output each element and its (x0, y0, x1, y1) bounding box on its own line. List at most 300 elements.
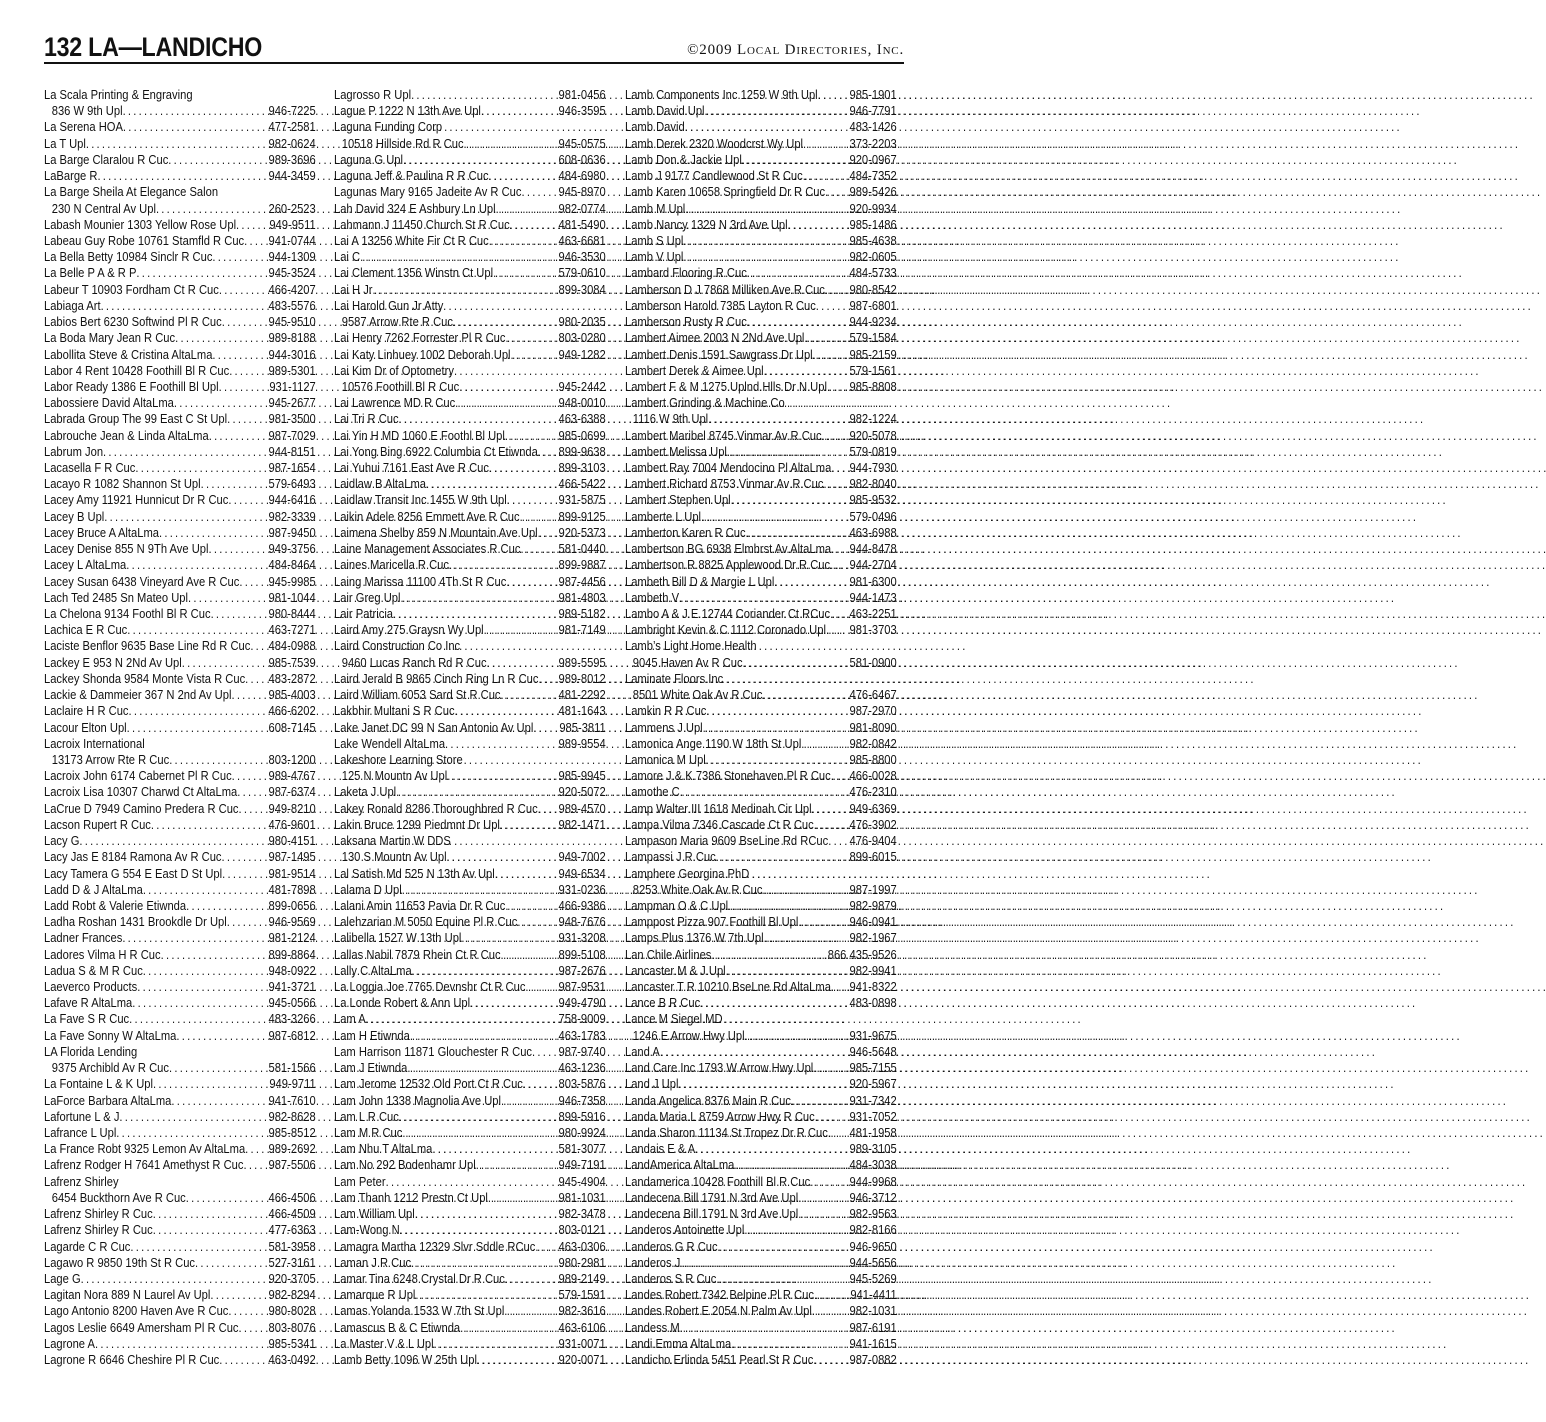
listing-phone: 989-9554 (558, 735, 606, 751)
dot-leader (813, 1352, 848, 1368)
listing-entry (625, 460, 897, 476)
listing-name: Ladores Vilma H R Cuc (44, 946, 161, 962)
listing-entry (334, 541, 606, 557)
listing-entry (334, 963, 606, 979)
listing-name: Landes Robert 7342 Belpine Pl R Cuc (625, 1287, 814, 1303)
listing-name: Lambo A & J E 12744 Coriander Ct RCuc (625, 606, 831, 621)
listing-phone: 987-1495 (268, 849, 316, 865)
dot-leader (470, 995, 558, 1011)
listing-name: Lackie & Dammeier 367 N 2nd Av Upl (44, 687, 232, 703)
listing-name: Lai Harold Gun Jr Atty (334, 297, 444, 313)
listing-phone: 484-6980 (558, 168, 606, 184)
listing-entry (625, 363, 897, 379)
listing-phone: 982-0842 (849, 735, 897, 751)
dot-leader (245, 671, 267, 687)
listing-name: Lai A 13256 White Fir Ct R Cuc (334, 232, 489, 248)
listing-entry (334, 655, 606, 671)
listing-entry (44, 622, 316, 638)
dot-leader (701, 509, 849, 525)
dot-leader (228, 1303, 267, 1319)
listing-entry (625, 184, 897, 200)
listing-phone: 899-8864 (268, 946, 316, 962)
listing-column-1 (44, 87, 316, 1368)
listing-name: Lampa Vilma 7346 Cascade Ct R Cuc (625, 816, 814, 832)
listing-entry (334, 476, 606, 492)
listing-phone: 920-5373 (558, 524, 606, 540)
listing-entry (44, 1239, 316, 1255)
listing-entry (44, 265, 316, 281)
listing-entry (625, 444, 897, 460)
listing-name: Lam Thanh 1212 Prestn Ct Upl (334, 1189, 488, 1205)
listing-phone: 949-9711 (269, 1076, 316, 1092)
listing-phone: 463-7271 (268, 622, 316, 638)
dot-leader (827, 379, 849, 395)
listing-phone: 987-6191 (849, 1319, 897, 1335)
listing-name: Lamkin R R Cuc (625, 703, 707, 719)
listing-phone: 982-3478 (558, 1206, 606, 1222)
listing-name: La Fave Sonny W AltaLma (44, 1027, 177, 1043)
listing-name: Landeros S R Cuc (625, 1270, 717, 1286)
listing-entry (334, 1011, 606, 1027)
listing-phone: 945-8970 (558, 184, 606, 200)
listing-entry (625, 736, 897, 752)
listing-phone: 982-3339 (268, 508, 316, 524)
listing-name: Laines Maricella R Cuc (334, 557, 449, 573)
listing-entry (334, 1109, 606, 1125)
dot-leader (210, 1287, 267, 1303)
listing-name: Lam J Etiwnda (334, 1060, 408, 1076)
listing-phone: 982-1471 (558, 816, 606, 832)
dot-leader (182, 655, 268, 671)
dot-leader (705, 103, 849, 119)
listing-phone: 982-0605 (849, 249, 897, 265)
listing-name: Lacey Denise 855 N 9Th Ave Upl (44, 541, 209, 557)
listing-name: 8501 White Oak Av R Cuc (632, 687, 763, 703)
listing-entry (44, 509, 316, 525)
dot-leader (415, 1287, 557, 1303)
listing-entry (334, 1303, 606, 1319)
listing-name: Lagos Leslie 6649 Amersham Pl R Cuc (44, 1319, 239, 1335)
listing-phone: 982-1967 (849, 930, 897, 946)
listing-name: Lamb Don & Jackie Upl (625, 151, 742, 167)
listing-entry (44, 590, 316, 606)
dot-leader (245, 1141, 267, 1157)
dot-leader (447, 768, 557, 784)
listing-entry (334, 817, 606, 833)
listing-name: Lam Jerome 12532 Old Port Ct R Cuc (334, 1076, 523, 1092)
listing-name: Lamonica M Upl (625, 751, 706, 767)
listing-name: Landi Emma AltaLma (625, 1335, 732, 1351)
listing-phone: 989-4767 (268, 768, 316, 784)
listing-name: Lampassi J R Cuc (625, 849, 716, 865)
listing-name: Lai Yuhui 7161 East Ave R Cuc (334, 460, 489, 476)
dot-leader (399, 1109, 558, 1125)
listing-entry (625, 590, 897, 606)
listing-name: Lacroix Lisa 10307 Charwd Ct AltaLma (44, 784, 238, 800)
listing-phone: 980-8542 (849, 281, 897, 297)
listing-name: Lance B R Cuc (625, 995, 701, 1011)
listing-phone: 579-1584 (849, 330, 897, 346)
listing-entry (44, 655, 316, 671)
listing-phone: 980-8444 (268, 606, 316, 621)
listing-phone: 980-2981 (558, 1254, 606, 1270)
dot-leader (81, 1271, 268, 1287)
listing-entry (625, 963, 897, 979)
listing-phone: 945-9510 (268, 314, 316, 330)
listing-name: Lafrenz Rodger H 7641 Amethyst R Cuc (44, 1157, 244, 1173)
listing-entry (625, 979, 897, 995)
listing-entry (625, 1141, 897, 1157)
listing-phone: 989-5426 (849, 184, 897, 200)
dot-leader (814, 817, 849, 833)
listing-name: Lam No 292 Bodenhamr Upl (334, 1157, 476, 1173)
listing-entry (625, 1125, 897, 1141)
listing-phone: 484-7352 (849, 168, 897, 184)
listing-phone: 463-1783 (558, 1027, 606, 1043)
listing-phone: 581-0440 (558, 541, 606, 557)
dot-leader (506, 330, 558, 346)
listing-entry (44, 979, 316, 995)
listing-phone: 941-8322 (849, 979, 897, 995)
dot-leader (489, 233, 558, 249)
listing-entry (44, 103, 316, 119)
listing-phone: 949-4790 (558, 995, 606, 1011)
listing-name: Labash Mounier 1303 Yellow Rose Upl (44, 216, 237, 232)
listing-phone: 466-0028 (849, 768, 897, 784)
listing-entry (625, 1222, 897, 1238)
dot-leader (464, 136, 558, 152)
listing-entry (334, 298, 606, 314)
listing-name: Lancaster M & J Upl (625, 962, 726, 978)
dot-leader (484, 622, 558, 638)
listing-phone: 944-7930 (849, 460, 897, 476)
listing-name: Lambert Denis 1591 Sawgrass Dr Upl (625, 346, 813, 362)
listing-entry (334, 1157, 606, 1173)
listing-phone: 481-1958 (849, 1125, 897, 1140)
dot-leader (411, 1255, 558, 1271)
listing-entry (334, 1093, 606, 1109)
dot-leader (716, 1271, 848, 1287)
listing-phone: 987-6374 (268, 784, 316, 800)
dot-leader (95, 1336, 268, 1352)
listing-entry (334, 1239, 606, 1255)
listing-name: LaBarge R (44, 168, 98, 184)
listing-name: Lambright Kevin & C 1112 Coronado Upl (625, 622, 826, 638)
listing-entry (334, 1141, 606, 1157)
listing-entry (334, 801, 606, 817)
listing-phone: 981-2124 (268, 930, 316, 946)
listing-entry (625, 1044, 897, 1060)
listing-phone: 931-9675 (849, 1027, 897, 1043)
dot-leader (798, 1206, 848, 1222)
listing-phone: 920-0967 (849, 151, 897, 167)
listing-entry (44, 638, 316, 654)
dot-leader (500, 817, 558, 833)
dot-leader (521, 184, 557, 200)
listing-name: Laidlaw Transit Inc 1455 W 9th Upl (334, 492, 507, 508)
listing-entry (625, 119, 897, 135)
listing-phone: 985-4638 (849, 232, 897, 248)
listing-phone: 581-3077 (558, 1141, 606, 1157)
listing-phone: 948-0922 (268, 962, 316, 978)
dot-leader (459, 379, 557, 395)
listing-name: Labrum Jon (44, 443, 104, 459)
listing-entry (334, 1076, 606, 1092)
listing-entry (44, 1076, 316, 1092)
listing-entry (44, 282, 316, 298)
listing-entry (334, 1320, 606, 1336)
listing-phone: 949-7191 (558, 1157, 606, 1173)
listing-phone: 899-6015 (849, 849, 897, 865)
listing-name: Labollita Steve & Cristina AltaLma (44, 346, 213, 362)
listing-entry (625, 995, 897, 1011)
dot-leader (231, 687, 267, 703)
listing-name: Labios Bert 6230 Softwind Pl R Cuc (44, 314, 222, 330)
listing-entry (625, 833, 897, 849)
listing-name: Lamberson Harold 7385 Layton R Cuc (625, 297, 816, 313)
listing-phone: 945-9985 (268, 573, 316, 589)
listing-phone: 899-9887 (558, 557, 606, 573)
dot-leader (455, 395, 557, 411)
listing-name: Labeur T 10903 Fordham Ct R Cuc (44, 281, 219, 297)
listing-name: Lai Yong Bing 6922 Columbia Ct Etiwnda (334, 443, 538, 459)
listing-name: Land J Upl (625, 1076, 679, 1092)
listing-entry (334, 1174, 606, 1190)
listing-entry (44, 1255, 316, 1271)
dot-leader (211, 606, 268, 622)
dot-leader (823, 476, 848, 492)
listing-name: Lamb M Upl (625, 200, 686, 216)
dot-leader (219, 379, 269, 395)
listing-name: Lai Clement 1356 Winstn Ct Upl (334, 265, 494, 281)
listing-entry (44, 1028, 316, 1044)
dot-leader (434, 1336, 558, 1352)
dot-leader (533, 720, 558, 736)
dot-leader (520, 541, 557, 557)
listing-phone: 989-8188 (268, 330, 316, 346)
listing-entry (44, 1352, 316, 1368)
listing-entry (44, 395, 316, 411)
listing-phone: 948-7676 (558, 914, 606, 930)
listing-name: Labor 4 Rent 10428 Foothill Bl R Cuc (44, 362, 230, 378)
listing-name: Lai Kim Dr of Optometry (334, 362, 454, 378)
listing-name: Lacour Elton Upl (44, 719, 127, 735)
dot-leader (747, 265, 849, 281)
listing-name: LA Florida Lending (44, 1043, 138, 1059)
listing-name: Lamb Derek 2320 Woodcrst Wy Upl (625, 135, 804, 151)
listing-name: La Boda Mary Jean R Cuc (44, 330, 176, 346)
listing-name: Lal Satish Md 525 N 13th Av Upl (334, 865, 495, 881)
listing-phone: 985-9532 (849, 492, 897, 508)
listing-entry (334, 1336, 606, 1352)
dot-leader (680, 1320, 849, 1336)
dot-leader (143, 882, 268, 898)
listing-phone: 477-6363 (268, 1222, 316, 1238)
listing-name: Laidlaw B AltaLma (334, 476, 426, 492)
dot-leader (813, 1060, 848, 1076)
dot-leader (97, 168, 267, 184)
listing-name: Lai C (334, 249, 361, 265)
dot-leader (188, 590, 268, 606)
dot-leader (695, 1141, 848, 1157)
listing-entry (625, 233, 897, 249)
listing-phone: 989-8012 (558, 670, 606, 686)
listing-phone: 463-6106 (558, 1319, 606, 1335)
listing-name: La Bella Betty 10984 Sinclr R Cuc (44, 249, 213, 265)
listing-entry (625, 168, 897, 184)
dot-leader (803, 136, 849, 152)
listing-phone: 483-5576 (268, 297, 316, 313)
listing-phone: 483-2872 (268, 670, 316, 686)
listing-name: Lamberson D J 7868 Milliken Ave R Cuc (625, 281, 825, 297)
listing-entry (44, 1320, 316, 1336)
listing-phone: 985-8808 (849, 378, 897, 394)
dot-leader (243, 1157, 267, 1173)
listing-phone: 982-8166 (849, 1222, 897, 1238)
dot-leader (706, 703, 848, 719)
dot-leader (229, 363, 267, 379)
listing-name: Laine Management Associates R Cuc (334, 541, 521, 557)
listing-entry (44, 476, 316, 492)
listing-phone: 949-3756 (268, 541, 316, 557)
listing-name: Lah David 324 E Ashbury Ln Upl (334, 200, 496, 216)
listing-name: Lambert Maribel 8745 Vinmar Av R Cuc (625, 427, 822, 443)
listing-name: 10576 Foothill Bl R Cuc (341, 378, 460, 394)
listing-name: Lambertson BG 6938 Elmhrst Av AltaLma (625, 541, 832, 557)
dot-leader (153, 1076, 268, 1092)
listing-name: Landa Angelica 8376 Main R Cuc (625, 1092, 791, 1108)
listing-name: Laird Jerald B 9865 Cinch Ring Ln R Cuc (334, 670, 539, 686)
listing-entry (625, 525, 897, 541)
listing-entry (625, 1076, 897, 1092)
listing-name: Lachica E R Cuc (44, 622, 128, 638)
listing-entry (625, 217, 897, 233)
listing-name: Lambert Ray 7004 Mendocino Pl AltaLma (625, 460, 832, 476)
dot-leader (453, 314, 558, 330)
listing-name: Landa Sharon 11134 St Tropez Dr R Cuc (625, 1125, 828, 1140)
listing-entry (44, 428, 316, 444)
listing-entry (44, 1157, 316, 1173)
listing-phone: 920-3705 (268, 1270, 316, 1286)
listing-entry (625, 898, 897, 914)
listing-name: Lacroix International (44, 735, 145, 751)
dot-leader (711, 947, 826, 963)
dot-leader (455, 703, 558, 719)
listing-name: Lamp Walter III 1618 Medinah Cir Upl (625, 800, 812, 816)
listing-entry (334, 379, 606, 395)
dot-leader (825, 282, 849, 298)
listing-name: Lai Katy Linhuey 1002 Deborah Upl (334, 346, 511, 362)
listing-phone: 946-9650 (849, 1238, 897, 1254)
listing-entry (44, 866, 316, 882)
listing-name: Lambert Aimee 2003 N 2Nd Ave Upl (625, 330, 805, 346)
dot-leader (412, 963, 558, 979)
listing-name: La Fave S R Cuc (44, 1011, 130, 1027)
listing-entry (44, 720, 316, 736)
listing-phone: 987-2970 (849, 703, 897, 719)
listing-phone: 985-8512 (268, 1125, 316, 1140)
listing-entry (44, 152, 316, 168)
dot-leader (731, 492, 849, 508)
listing-name: Lake Wendell AltaLma (334, 735, 446, 751)
listing-entry (625, 557, 897, 573)
dot-leader (132, 995, 267, 1011)
listing-name: Lamb David Upl (625, 103, 705, 119)
listing-phone: 985-5341 (268, 1335, 316, 1351)
listing-entry (625, 411, 897, 427)
listing-name: Lahmann J 11450 Church St R Cuc (334, 216, 510, 232)
dot-leader (393, 606, 558, 622)
dot-leader (186, 1190, 268, 1206)
dot-leader (685, 119, 849, 135)
listing-name: Laciste Benflor 9635 Base Line Rd R Cuc (44, 638, 251, 654)
listing-entry (44, 1174, 316, 1190)
listing-name: 9460 Lucas Ranch Rd R Cuc (341, 654, 487, 670)
listing-entry (334, 784, 606, 800)
listing-entry (44, 752, 316, 768)
listing-phone: 477-2581 (268, 119, 316, 135)
listing-phone: 476-3902 (849, 816, 897, 832)
listing-entry (625, 914, 897, 930)
listing-entry (625, 428, 897, 444)
listing-phone: 944-9234 (849, 314, 897, 330)
dot-leader (828, 1125, 849, 1141)
dot-leader (219, 1352, 267, 1368)
dot-leader (525, 979, 557, 995)
listing-name: Lair Greg Upl (334, 589, 401, 605)
listing-name: Lafrenz Shirley R Cuc (44, 1222, 153, 1238)
listing-entry (334, 201, 606, 217)
dot-leader (426, 476, 558, 492)
dot-leader (700, 995, 848, 1011)
dot-leader (171, 1093, 267, 1109)
listing-phone: 989-5301 (268, 362, 316, 378)
dot-leader (496, 201, 558, 217)
listing-phone: 866 435-9526 (827, 946, 897, 962)
listing-name: Lamppost Pizza 907 Foothill Bl Upl (625, 914, 799, 930)
listing-entry (334, 1222, 606, 1238)
listing-entry (625, 103, 897, 119)
listing-phone: 899-3084 (558, 281, 606, 297)
listing-name: Lam H Etiwnda (334, 1027, 410, 1043)
listing-name: Lambert Derek & Aimee Upl (625, 362, 764, 378)
listing-phone: 941-0744 (268, 232, 316, 248)
listing-phone: 982-3616 (558, 1303, 606, 1319)
listing-name: Lagrone R 6646 Cheshire Pl R Cuc (44, 1352, 220, 1368)
listing-name: Lagawo R 9850 19th St R Cuc (44, 1254, 196, 1270)
dot-leader (228, 492, 267, 508)
listing-phone: 985-1901 (849, 87, 897, 102)
listing-phone: 579-0496 (849, 508, 897, 524)
listing-entry (334, 233, 606, 249)
listing-phone: 985-3811 (559, 719, 606, 735)
listing-name: La Londe Robert & Ann Upl (334, 995, 471, 1011)
listing-phone: 899-5108 (558, 946, 606, 962)
listing-entry (625, 752, 897, 768)
listing-entry (625, 703, 897, 719)
listing-name: Lammens J Upl (625, 719, 703, 735)
dot-leader (169, 1060, 268, 1076)
listing-entry (625, 265, 897, 281)
listing-entry (334, 638, 606, 654)
listing-phone: 931-3208 (558, 930, 606, 946)
dot-leader (507, 492, 558, 508)
listing-entry (44, 817, 316, 833)
listing-name: Lam A (334, 1011, 366, 1027)
listing-entry (334, 622, 606, 638)
listing-name: Lai Tri R Cuc (334, 411, 399, 427)
listing-name: Lackey E 953 N 2Nd Av Upl (44, 654, 182, 670)
